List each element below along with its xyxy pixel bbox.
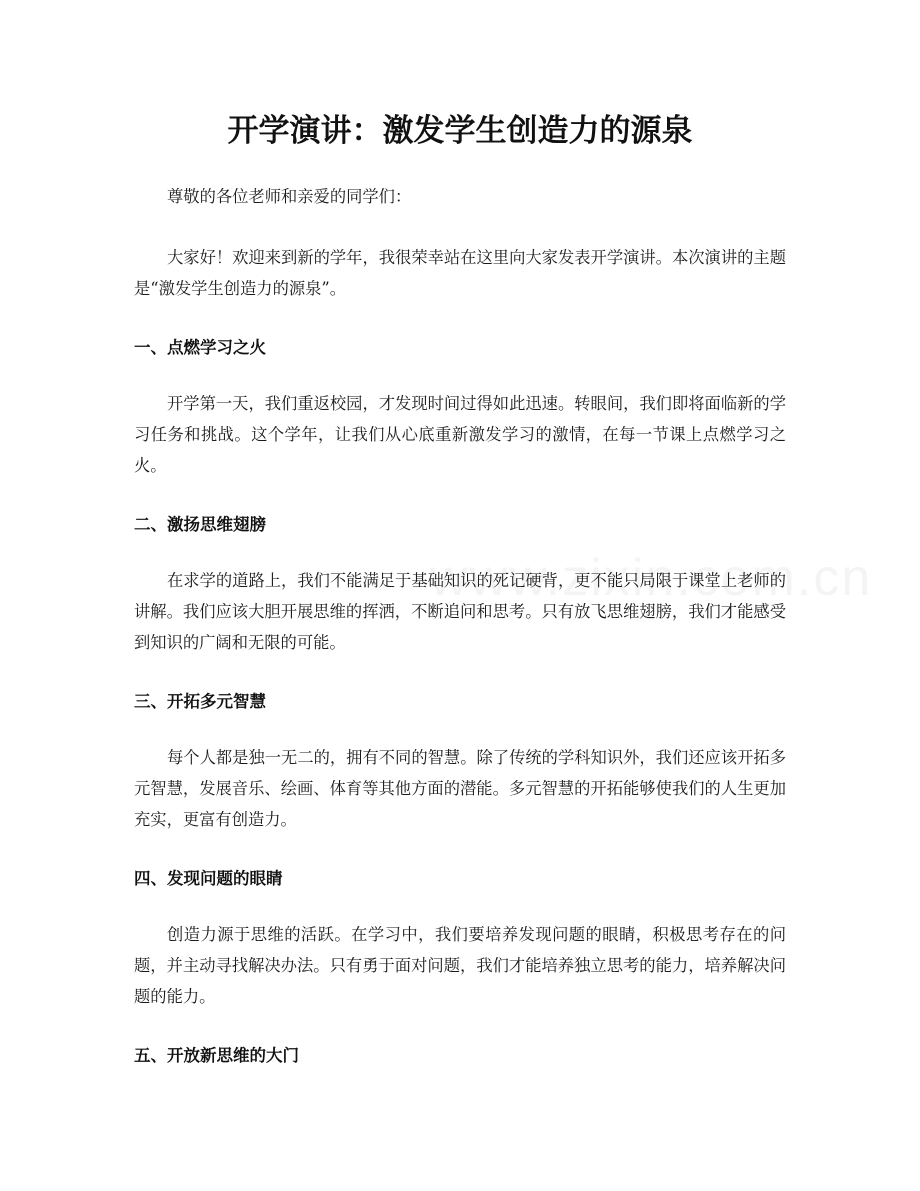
- section-2: [134, 509, 786, 658]
- section-body: 在求学的道路上，我们不能满足于基础知识的死记硬背，更不能只局限于课堂上老师的讲解。我们应该大胆开展思维的挥洒，不断追问和思考。只有放飞思维翅膀，我们才能感受到知识的广阔和无限的可能。: [134, 571, 786, 652]
- section-heading: 四、发现问题的眼睛: [134, 869, 283, 888]
- salutation: 尊敬的各位老师和亲爱的同学们：: [167, 187, 412, 206]
- document-body: [134, 181, 786, 1096]
- section-1: [134, 332, 786, 481]
- section-3: [134, 686, 786, 835]
- section-heading: 三、开拓多元智慧: [134, 692, 266, 711]
- intro-paragraph: 大家好！欢迎来到新的学年，我很荣幸站在这里向大家发表开学演讲。本次演讲的主题是“激发学生创造力的源泉”。: [134, 248, 786, 298]
- section-5: [134, 1040, 786, 1071]
- section-body: 每个人都是独一无二的，拥有不同的智慧。除了传统的学科知识外，我们还应该开拓多元智慧，发展音乐、绘画、体育等其他方面的潜能。多元智慧的开拓能够使我们的人生更加充实，更富有创造力。: [134, 748, 786, 829]
- page-title: 开学演讲：激发学生创造力的源泉: [227, 113, 693, 149]
- section-4: [134, 863, 786, 1012]
- section-heading: 二、激扬思维翅膀: [134, 515, 266, 534]
- section-body: 创造力源于思维的活跃。在学习中，我们要培养发现问题的眼睛，积极思考存在的问题，并主动寻找解决办法。只有勇于面对问题，我们才能培养独立思考的能力，培养解决问题的能力。: [134, 925, 786, 1006]
- section-heading: 五、开放新思维的大门: [134, 1046, 299, 1065]
- section-heading: 一、点燃学习之火: [134, 338, 266, 357]
- section-body: 开学第一天，我们重返校园，才发现时间过得如此迅速。转眼间，我们即将面临新的学习任务和挑战。这个学年，让我们从心底重新激发学习的激情，在每一节课上点燃学习之火。: [134, 394, 786, 475]
